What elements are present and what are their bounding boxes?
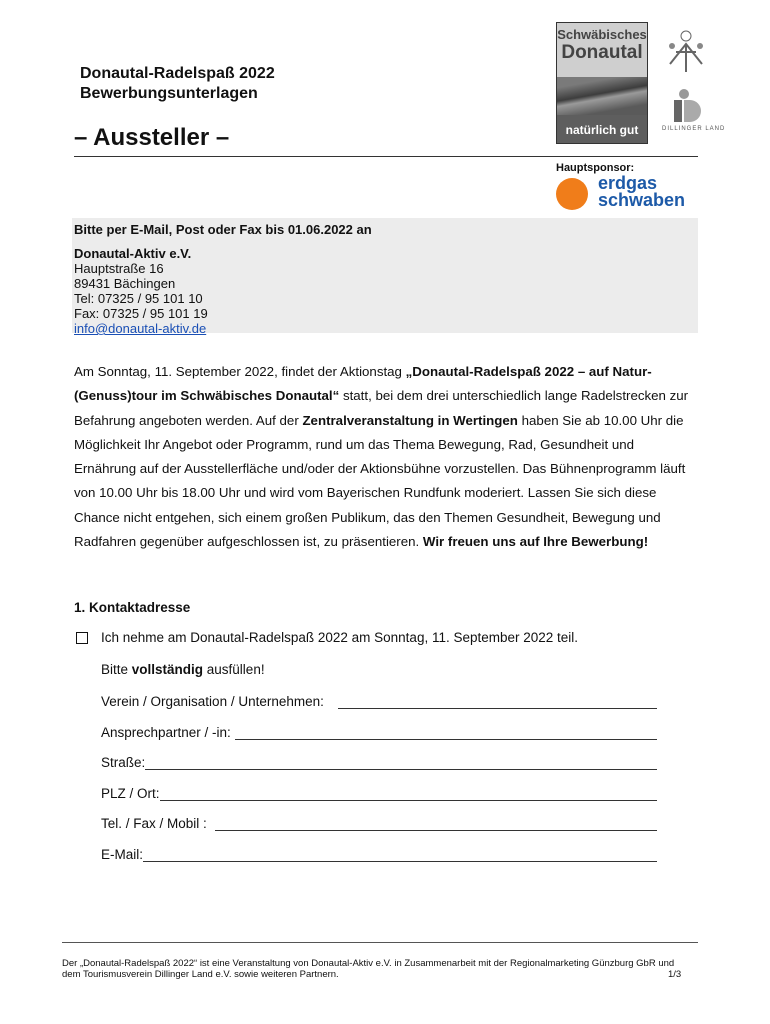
contact-fax: Fax: 07325 / 95 101 19: [74, 306, 208, 321]
para-venue: Zentralveranstaltung in Wertingen: [302, 412, 518, 428]
contact-box: [72, 218, 698, 336]
sponsor-name-line2: schwaben: [598, 190, 686, 210]
logo-line2: Donautal: [561, 42, 643, 63]
contact-tel: Tel: 07325 / 95 101 10: [74, 291, 203, 306]
main-title: – Aussteller –: [74, 124, 230, 151]
field-zip-city[interactable]: PLZ / Ort:: [101, 786, 657, 801]
para-event-name: „Donautal-Radelspaß 2022 – auf Natur-(Genuss)tour im Schwäbisches Donautal“: [74, 364, 652, 404]
participation-checkbox[interactable]: [76, 632, 88, 644]
doc-title-line2: Bewerbungsunterlagen: [80, 85, 258, 102]
form-hint: Bitte vollständig ausfüllen!: [101, 662, 265, 677]
dillinger-land-logo-icon: [666, 88, 706, 124]
contact-org: Donautal-Aktiv e.V.: [74, 246, 192, 261]
dillinger-land-label: DILLINGER LAND: [662, 126, 726, 132]
contact-intro: Bitte per E-Mail, Post oder Fax bis 01.06.2022 an: [74, 222, 372, 237]
section-title: 1. Kontaktadresse: [74, 600, 191, 615]
field-street[interactable]: Straße:: [101, 755, 657, 770]
erdgas-logo-icon: [556, 178, 588, 210]
logo-line1: Schwäbisches: [557, 27, 647, 42]
para-c: statt, bei dem drei unterschiedlich lange Radelstrecken zur Befahrung angeboten werden. Auf der: [74, 388, 689, 428]
field-organisation[interactable]: Verein / Organisation / Unternehmen:: [101, 694, 657, 709]
contact-city: 89431 Bächingen: [74, 276, 176, 291]
field-email[interactable]: E-Mail:: [101, 847, 657, 862]
sponsor-name-line1: erdgas: [598, 173, 658, 193]
page-number: 1/3: [668, 969, 682, 980]
checkbox-label: Ich nehme am Donautal-Radelspaß 2022 am Sonntag, 11. September 2022 teil.: [101, 630, 579, 645]
footer-rule: [62, 942, 698, 943]
field-phone[interactable]: Tel. / Fax / Mobil :: [101, 816, 657, 831]
sponsor-name: [598, 175, 685, 209]
field-contact-person[interactable]: Ansprechpartner / -in:: [101, 725, 657, 740]
logo-wave: [557, 77, 647, 115]
doc-title-line1: Donautal-Radelspaß 2022: [80, 65, 275, 82]
partner-logo-icon: [660, 24, 712, 76]
para-closing: Wir freuen uns auf Ihre Bewerbung!: [422, 534, 649, 550]
logo-tagline: natürlich gut: [565, 123, 639, 137]
para-a: Am Sonntag, 11. September 2022, findet der Aktionstag: [74, 364, 406, 379]
para-e: haben Sie ab 10.00 Uhr die Möglichkeit Ihr Angebot oder Programm, rund um das Thema Bewegung, Rad, Gesundheit und Ernährung auf der Ausstellerfläche und/oder der Aktionsbühne vorzustellen. Das Bühnenprogramm läuft von 10.00 Uhr bis 18.00 Uhr und wird vom Bayerischen Rundfunk moderiert. Lassen Sie sich diese Chance nicht entgehen, sich einem großen Publikum, das den Themen Gesundheit, Bewegung und Radfahren gegenüber aufgeschlossen ist, zu präsentieren.: [74, 412, 686, 550]
header-rule: [74, 156, 698, 157]
intro-paragraph: [74, 360, 694, 554]
footer-text: Der „Donautal-Radelspaß 2022“ ist eine Veranstaltung von Donautal-Aktiv e.V. in Zusammenarbeit mit der Regionalmarketing Günzburg GbR und dem Tourismusverein Dillinger Land e.V. sowie weiteren Partnern.: [62, 958, 675, 980]
contact-email-link[interactable]: info@donautal-aktiv.de: [74, 321, 207, 336]
sponsor-label: Hauptsponsor:: [556, 162, 635, 174]
donautal-logo: [556, 22, 648, 144]
contact-street: Hauptstraße 16: [74, 261, 164, 276]
